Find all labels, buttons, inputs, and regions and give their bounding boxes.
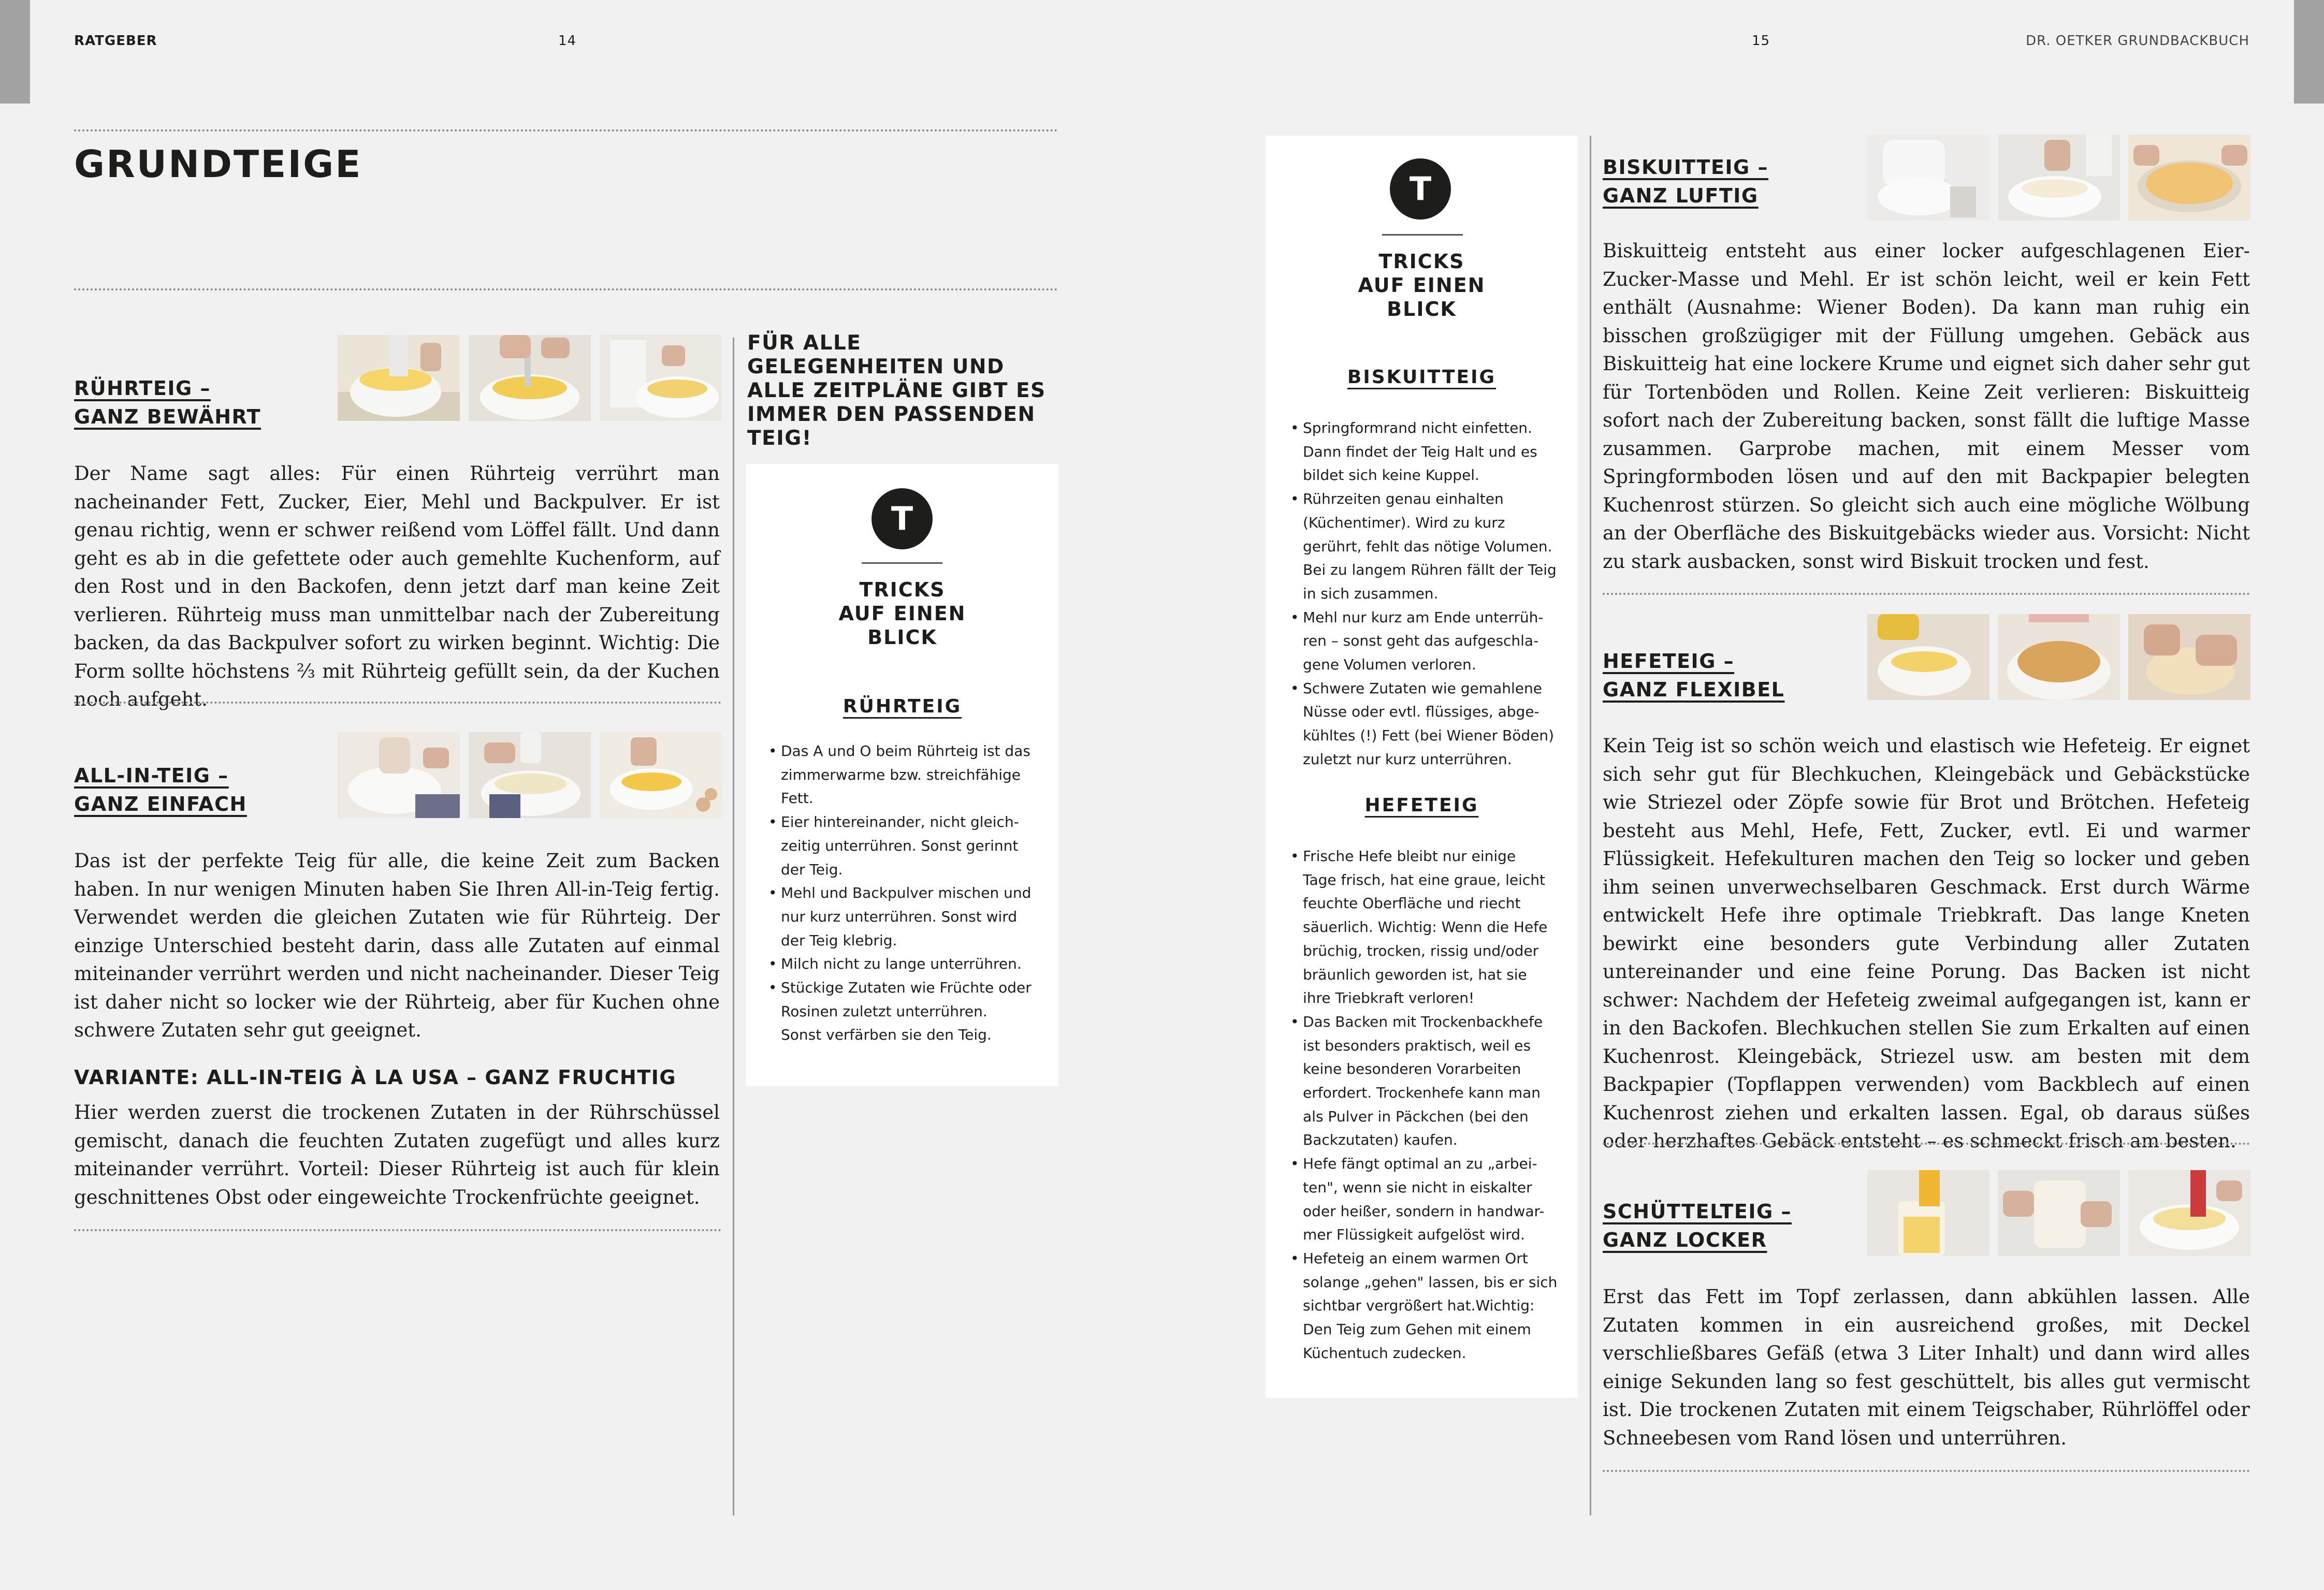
tips-box-ruehrteig: [746, 464, 1058, 1086]
schuettelteig-rule: [1603, 1470, 2250, 1472]
biskuitteig-heading-line1: BISKUITTEIG –: [1603, 156, 1768, 179]
tips-box-title-line2: AUF EINEN: [1358, 274, 1486, 297]
tip-item: • Milch nicht zu lange unterrühren.: [768, 952, 1048, 976]
tip-item: • Springformrand nicht einfetten. Dann findet der Teig Halt und es bildet sich keine Kuppel.: [1290, 416, 1573, 487]
ruehrteig-photo-3: [600, 335, 722, 421]
allinteig-heading-line1: ALL-IN-TEIG –: [74, 764, 229, 787]
tips-box-heading-hefe: [1266, 795, 1578, 816]
allinteig-rule: [74, 1229, 721, 1231]
ruehrteig-heading: [74, 374, 261, 431]
column-divider-left: [733, 338, 734, 1515]
hefeteig-photo-1: [1867, 614, 1989, 700]
tips-list-ruehrteig: [768, 739, 1048, 1047]
tips-box-title-line2: AUF EINEN: [838, 602, 966, 625]
tips-badge-rule: [1382, 234, 1463, 236]
schuettelteig-photo-1: [1867, 1170, 1989, 1256]
hefeteig-photo-2: [1998, 614, 2120, 700]
tip-item: • Schwere Zutaten wie gemahlene Nüsse oder evtl. flüssiges, abge- kühltes (!) Fett (bei Wiener Böden) zuletzt nur kurz unterrühren.: [1290, 677, 1573, 771]
tips-box-heading-text: RÜHRTEIG: [843, 696, 962, 717]
hefeteig-heading: [1603, 647, 1784, 704]
allinteig-heading: [74, 762, 247, 819]
biskuitteig-heading-line2: GANZ LUFTIG: [1603, 184, 1759, 207]
ruehrteig-heading-line2: GANZ BEWÄHRT: [74, 405, 262, 428]
page-number-right: 15: [1752, 33, 1770, 49]
tips-box-heading-biskuit-text: BISKUITTEIG: [1347, 367, 1497, 388]
tips-box-title: [1266, 250, 1578, 321]
allinteig-text: Das ist der perfekte Teig für alle, die keine Zeit zum Backen haben. In nur wenigen Minuten haben Sie Ihren All-in-Teig fertig. Verwendet werden die gleichen Zutaten wie für Rührteig. Der einzige Unterschied besteht darin, dass alle Zutaten auf einmal miteinander verrührt werden und nicht nacheinander. Dieser Teig ist daher nicht so locker wie der Rührteig, aber für Kuchen ohne schwere Zutaten sehr gut geeignet.: [74, 850, 720, 1041]
schuettelteig-heading-line1: SCHÜTTELTEIG –: [1603, 1200, 1792, 1223]
allinteig-variant-heading: VARIANTE: ALL-IN-TEIG À LA USA – GANZ FRUCHTIG: [74, 1066, 677, 1089]
running-header-right: DR. OETKER GRUNDBACKBUCH: [2026, 33, 2249, 49]
schuettelteig-heading-line2: GANZ LOCKER: [1603, 1229, 1767, 1251]
tip-item: • Frische Hefe bleibt nur einige Tage frisch, hat eine graue, leicht feuchte Oberfläche und riecht säuerlich. Wichtig: Wenn die Hefe brüchig, trocken, rissig und/oder bräunlich geworden ist, hat sie ihre Triebkraft verloren!: [1290, 844, 1573, 1010]
tips-box-title-line1: TRICKS: [859, 578, 946, 601]
page-number-left: 14: [558, 33, 577, 49]
page-title: GRUNDTEIGE: [74, 142, 362, 186]
allinteig-photo-2: [469, 732, 591, 818]
ruehrteig-rule: [74, 702, 721, 704]
schuettelteig-photo-2: [1998, 1170, 2120, 1256]
tips-box-biskuit-hefe: [1266, 136, 1578, 1398]
title-rule-top: [74, 129, 1058, 132]
tips-box-title-line3: BLICK: [1387, 298, 1457, 320]
biskuitteig-text: Biskuitteig entsteht aus einer locker aufgeschlagenen Eier-Zucker-Masse und Mehl. Er ist schön leicht, weil er kein Fett enthält (Ausnahme: Wiener Boden). Da kann man ruhig ein bisschen großzügiger mit der Füllung umgehen. Gebäck aus Biskuitteig hat eine lockere Krume und eignet sich daher sehr gut für Tortenböden und Rollen. Keine Zeit verlieren: Biskuitteig sofort nach der Zubereitung backen, sonst fällt die luftige Masse zusammen. Garprobe machen, mit einem Messer vom Springformboden lösen und auf den mit Backpapier belegten Kuchenrost stürzen. So gleicht sich auch eine mögliche Wölbung an der Oberfläche des Biskuitgebäcks wieder aus. Vorsicht: Nicht zu stark ausbacken, sonst wird Biskuit trocken und fest.: [1603, 240, 2250, 573]
biskuitteig-photo-3: [2128, 135, 2250, 221]
hefeteig-heading-line1: HEFETEIG –: [1603, 650, 1735, 673]
tips-badge-icon: T: [872, 488, 933, 549]
ruehrteig-photo-1: [338, 335, 460, 421]
ruehrteig-text: Der Name sagt alles: Für einen Rührteig verrührt man nacheinander Fett, Zucker, Eier, Mehl und Backpulver. Er ist genau richtig, wenn er schwer reißend vom Löffel fällt. Und dann geht es ab in die gefettete oder auch gemehlte Kuchenform, auf den Rost und in den Backofen, denn jetzt darf man keine Zeit verlieren. Rührteig muss man unmittelbar nach der Zubereitung backen, da das Backpulver sofort zu wirken beginnt. Wichtig: Die Form sollte höchstens ⅔ mit Rührteig gefüllt sein, da der Kuchen noch aufgeht.: [74, 462, 720, 710]
tips-badge-icon: T: [1390, 158, 1451, 220]
tip-item: • Rührzeiten genau einhalten (Küchentimer). Wird zu kurz gerührt, fehlt das nötige Volumen. Bei zu langem Rühren fällt der Teig in sich zusammen.: [1290, 487, 1573, 606]
ruehrteig-photo-2: [469, 335, 591, 421]
tips-box-title: [746, 578, 1058, 649]
hefeteig-photo-3: [2128, 614, 2250, 700]
biskuitteig-photo-1: [1867, 135, 1989, 221]
tip-item: • Hefeteig an einem warmen Ort solange „gehen" lassen, bis er sich sichtbar vergrößert hat.Wichtig: Den Teig zum Gehen mit einem Küchentuch zudecken.: [1290, 1247, 1573, 1365]
allinteig-variant-text: Hier werden zuerst die trockenen Zutaten in der Rührschüssel gemischt, danach die feuchten Zutaten zugefügt und alles kurz miteinander verrührt. Vorteil: Dieser Rührteig ist auch für klein geschnittenes Obst oder eingeweichte Trockenfrüchte geeignet.: [74, 1101, 720, 1208]
tip-item: • Das A und O beim Rührteig ist das zimmerwarme bzw. streichfähige Fett.: [768, 739, 1048, 810]
schuettelteig-photo-3: [2128, 1170, 2250, 1256]
hefeteig-heading-line2: GANZ FLEXIBEL: [1603, 678, 1785, 701]
tips-badge-rule: [862, 562, 942, 564]
hefeteig-rule: [1603, 1143, 2250, 1145]
tips-box-title-line1: TRICKS: [1378, 250, 1465, 273]
biskuitteig-photo-2: [1998, 135, 2120, 221]
tips-box-heading-hefe-text: HEFETEIG: [1364, 795, 1479, 816]
tips-box-heading-biskuit: [1266, 367, 1578, 388]
allinteig-photo-1: [338, 732, 460, 818]
tip-item: • Das Backen mit Trockenbackhefe ist besonders praktisch, weil es keine besonderen Vorarbeiten erfordert. Trockenhefe kann man als Pulver in Päckchen (bei den Backzutaten) kaufen.: [1290, 1010, 1573, 1152]
tips-list-hefe: [1290, 844, 1573, 1365]
lead-statement: FÜR ALLE GELEGENHEITEN UND ALLE ZEITPLÄNE GIBT ES IMMER DEN PASSENDEN TEIG!: [747, 331, 1046, 450]
tip-item: • Hefe fängt optimal an zu „arbei- ten", wenn sie nicht in eiskalter oder heißer, sondern in handwar- mer Flüssigkeit aufgelöst wird.: [1290, 1152, 1573, 1247]
page-edge-tab-right: [2294, 0, 2324, 104]
allinteig-photo-3: [600, 732, 722, 818]
title-rule-bottom: [74, 288, 1058, 290]
biskuitteig-heading: [1603, 153, 1768, 210]
tip-item: • Stückige Zutaten wie Früchte oder Rosinen zuletzt unterrühren. Sonst verfärben sie den Teig.: [768, 976, 1048, 1047]
tips-box-heading: [746, 696, 1058, 717]
running-header-left: RATGEBER: [74, 33, 157, 49]
hefeteig-text: Kein Teig ist so schön weich und elastisch wie Hefeteig. Er eignet sich sehr gut für Blechkuchen, Kleingebäck und Gebäckstücke wie Striezel oder Zöpfe sowie für Brot und Brötchen. Hefeteig besteht aus Mehl, Hefe, Fett, Zucker, evtl. Ei und warmer Flüssigkeit. Hefekulturen machen den Teig so locker und geben ihm seinen unverwechselbaren Geschmack. Erst durch Wärme entwickelt Hefe ihre optimale Triebkraft. Das lange Kneten bewirkt eine besonders gute Verbindung aller Zutaten untereinander und eine feine Porung. Das Backen ist nicht schwer: Nachdem der Hefeteig zweimal aufgegangen ist, kann er in den Backofen. Blechkuchen stellen Sie zum Erkalten auf einen Kuchenrost. Kleingebäck, Striezel usw. am besten mit dem Backpapier (Topflappen verwenden) vom Backblech auf einen Kuchenrost ziehen und erkalten lassen. Egal, ob daraus süßes oder herzhaftes Gebäck entsteht – es schmeckt frisch am besten.: [1603, 735, 2250, 1152]
ruehrteig-heading-line1: RÜHRTEIG –: [74, 377, 211, 400]
column-divider-right: [1590, 136, 1591, 1515]
biskuitteig-rule: [1603, 593, 2250, 595]
tips-box-title-line3: BLICK: [867, 626, 937, 649]
schuettelteig-heading: [1603, 1198, 1792, 1255]
tip-item: • Eier hintereinander, nicht gleich- zeitig unterrühren. Sonst gerinnt der Teig.: [768, 810, 1048, 881]
tip-item: • Mehl nur kurz am Ende unterrüh- ren – sonst geht das aufgeschla- gene Volumen verloren.: [1290, 606, 1573, 677]
page-edge-tab-left: [0, 0, 30, 104]
allinteig-heading-line2: GANZ EINFACH: [74, 793, 247, 815]
tips-list-biskuit: [1290, 416, 1573, 771]
schuettelteig-text: Erst das Fett im Topf zerlassen, dann abkühlen lassen. Alle Zutaten kommen in ein ausreichend großes, mit Deckel verschließbares Gefäß (etwa 3 Liter Inhalt) und dann wird alles einige Sekunden lang so fest geschüttelt, bis alles gut vermischt ist. Die trockenen Zutaten mit einem Teigschaber, Rührlöffel oder Schneebesen vom Rand lösen und unterrühren.: [1603, 1286, 2250, 1449]
tip-item: • Mehl und Backpulver mischen und nur kurz unterrühren. Sonst wird der Teig klebrig.: [768, 881, 1048, 952]
